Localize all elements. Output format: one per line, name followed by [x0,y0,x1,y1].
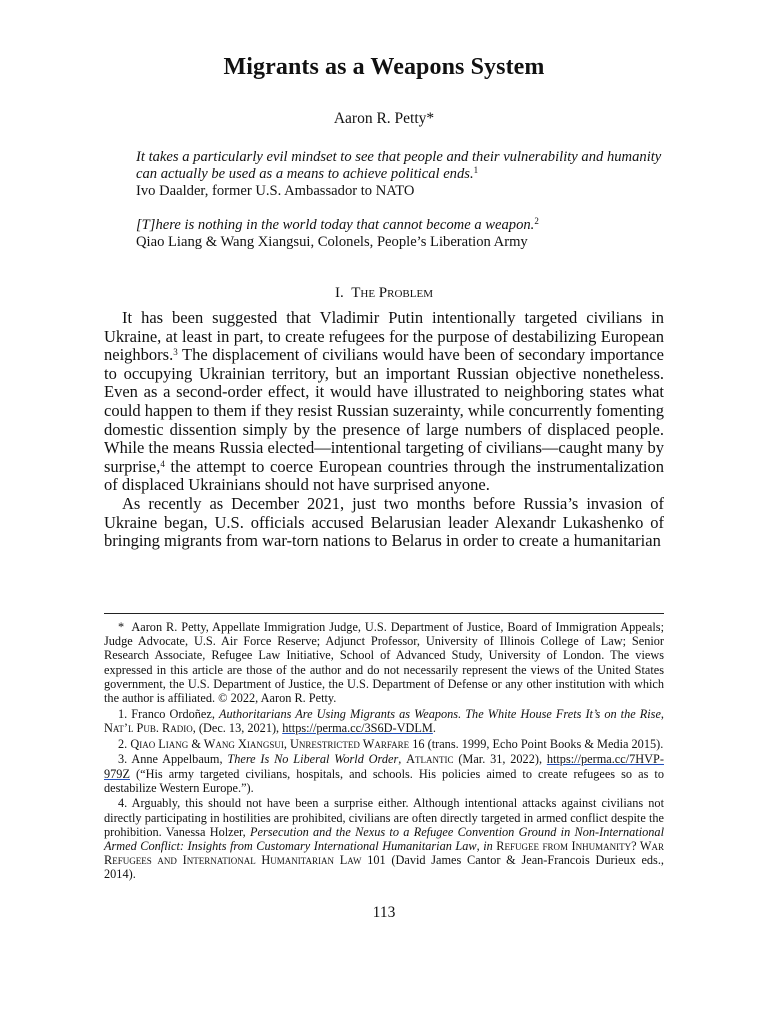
epigraph-quote: It takes a particularly evil mindset to see that people and their vulnerability and humanity can actually be used as a means to achieve political ends. [136,149,662,182]
footnote-3: 3. Anne Appelbaum, There Is No Liberal World Order, Atlantic (Mar. 31, 2022), https://perma.cc/7HVP-979Z (“His army targeted civilians, hospitals, and schools. His policies aimed to create refugees so as to destabilize Western Europe.”). [104,752,664,795]
page-number: 113 [372,904,396,921]
footnote-link[interactable]: https://perma.cc/7HVP-979Z [104,752,664,781]
article-author: Aaron R. Petty* [333,110,435,127]
footnote-divider [104,613,664,614]
epigraph-attribution: Ivo Daalder, former U.S. Ambassador to NATO [136,183,415,199]
footnote-ref-1[interactable]: 1 [473,165,479,175]
paragraph: It has been suggested that Vladimir Putin intentionally targeted civilians in Ukraine, at least in part, to create refugees for the purpose of destabilizing European neighbors.$^3$ The displacement of civilians would have been of secondary importance to occupying Ukrainian territory, but an important Russian objective nonetheless. Even as a second-order effect, it would have illustrated to neighboring states what could happen to them if they resist Russian suzerainty, while concurrently fomenting domestic dissention simply by the presence of large numbers of displaced people. While the means Russia elected—intentional targeting of civilians—caught many by surprise,$^4$ the attempt to coerce European countries through the instrumentalization of displaced Ukrainians should not have surprised anyone. [104,308,664,495]
footnote-star: * Aaron R. Petty, Appellate Immigration Judge, U.S. Department of Justice, Board of Immigration Appeals; Judge Advocate, U.S. Air Force Reserve; Adjunct Professor, University of Illinois College of Law; Senior Research Associate, Refugee Law Initiative, School of Advanced Study, University of London. The views expressed in this article are those of the author and do not necessarily represent the views of the United States government, the U.S. Department of Justice, the U.S. Department of Defense or any other institution with which the author is affiliated. © 2022, Aaron R. Petty. [104,620,664,706]
epigraph-attribution: Qiao Liang & Wang Xiangsui, Colonels, People’s Liberation Army [136,234,528,250]
footnote-link[interactable]: https://perma.cc/3S6D-VDLM [282,720,433,735]
footnote-1: 1. Franco Ordoñez, Authoritarians Are Using Migrants as Weapons. The White House Frets It’s on the Rise, Nat’l Pub. Radio, (Dec. 13, 2021), https://perma.cc/3S6D-VDLM. [104,706,664,735]
section-title: The Problem [351,285,433,301]
article-title: Migrants as a Weapons System [223,54,545,80]
body-text [104,309,664,551]
epigraph-2 [136,217,666,251]
footnote-ref-3[interactable]: 3 [173,347,178,358]
epigraph-quote: [T]here is nothing in the world today that cannot become a weapon. [136,217,535,233]
footnote-2: 2. Qiao Liang & Wang Xiangsui, Unrestricted Warfare 16 (trans. 1999, Echo Point Books & Media 2015). [118,736,664,751]
footnote-4: 4. Arguably, this should not have been a surprise either. Although intentional attacks against civilians not directly participating in hostilities are prohibited, civilians are often directly targeted in armed conflict despite the prohibition. Vanessa Holzer, Persecution and the Nexus to a Refugee Convention Ground in Non-International Armed Conflict: Insights from Customary International Humanitarian Law, in Refugee from Inhumanity? War Refugees and International Humanitarian Law 101 (David James Cantor & Jean-Francois Durieux eds., 2014). [104,796,665,882]
footnotes [104,620,664,883]
footnote-ref-2[interactable]: 2 [534,216,539,226]
paragraph: As recently as December 2021, just two months before Russia’s invasion of Ukraine began, U.S. officials accused Belarusian leader Alexandr Lukashenko of bringing migrants from war-torn nations to Belarus in order to create a humanitarian [104,493,664,551]
section-heading [104,285,664,302]
section-number: I. [334,285,344,301]
epigraph-1 [136,149,666,200]
footnote-ref-4[interactable]: 4 [160,458,165,469]
